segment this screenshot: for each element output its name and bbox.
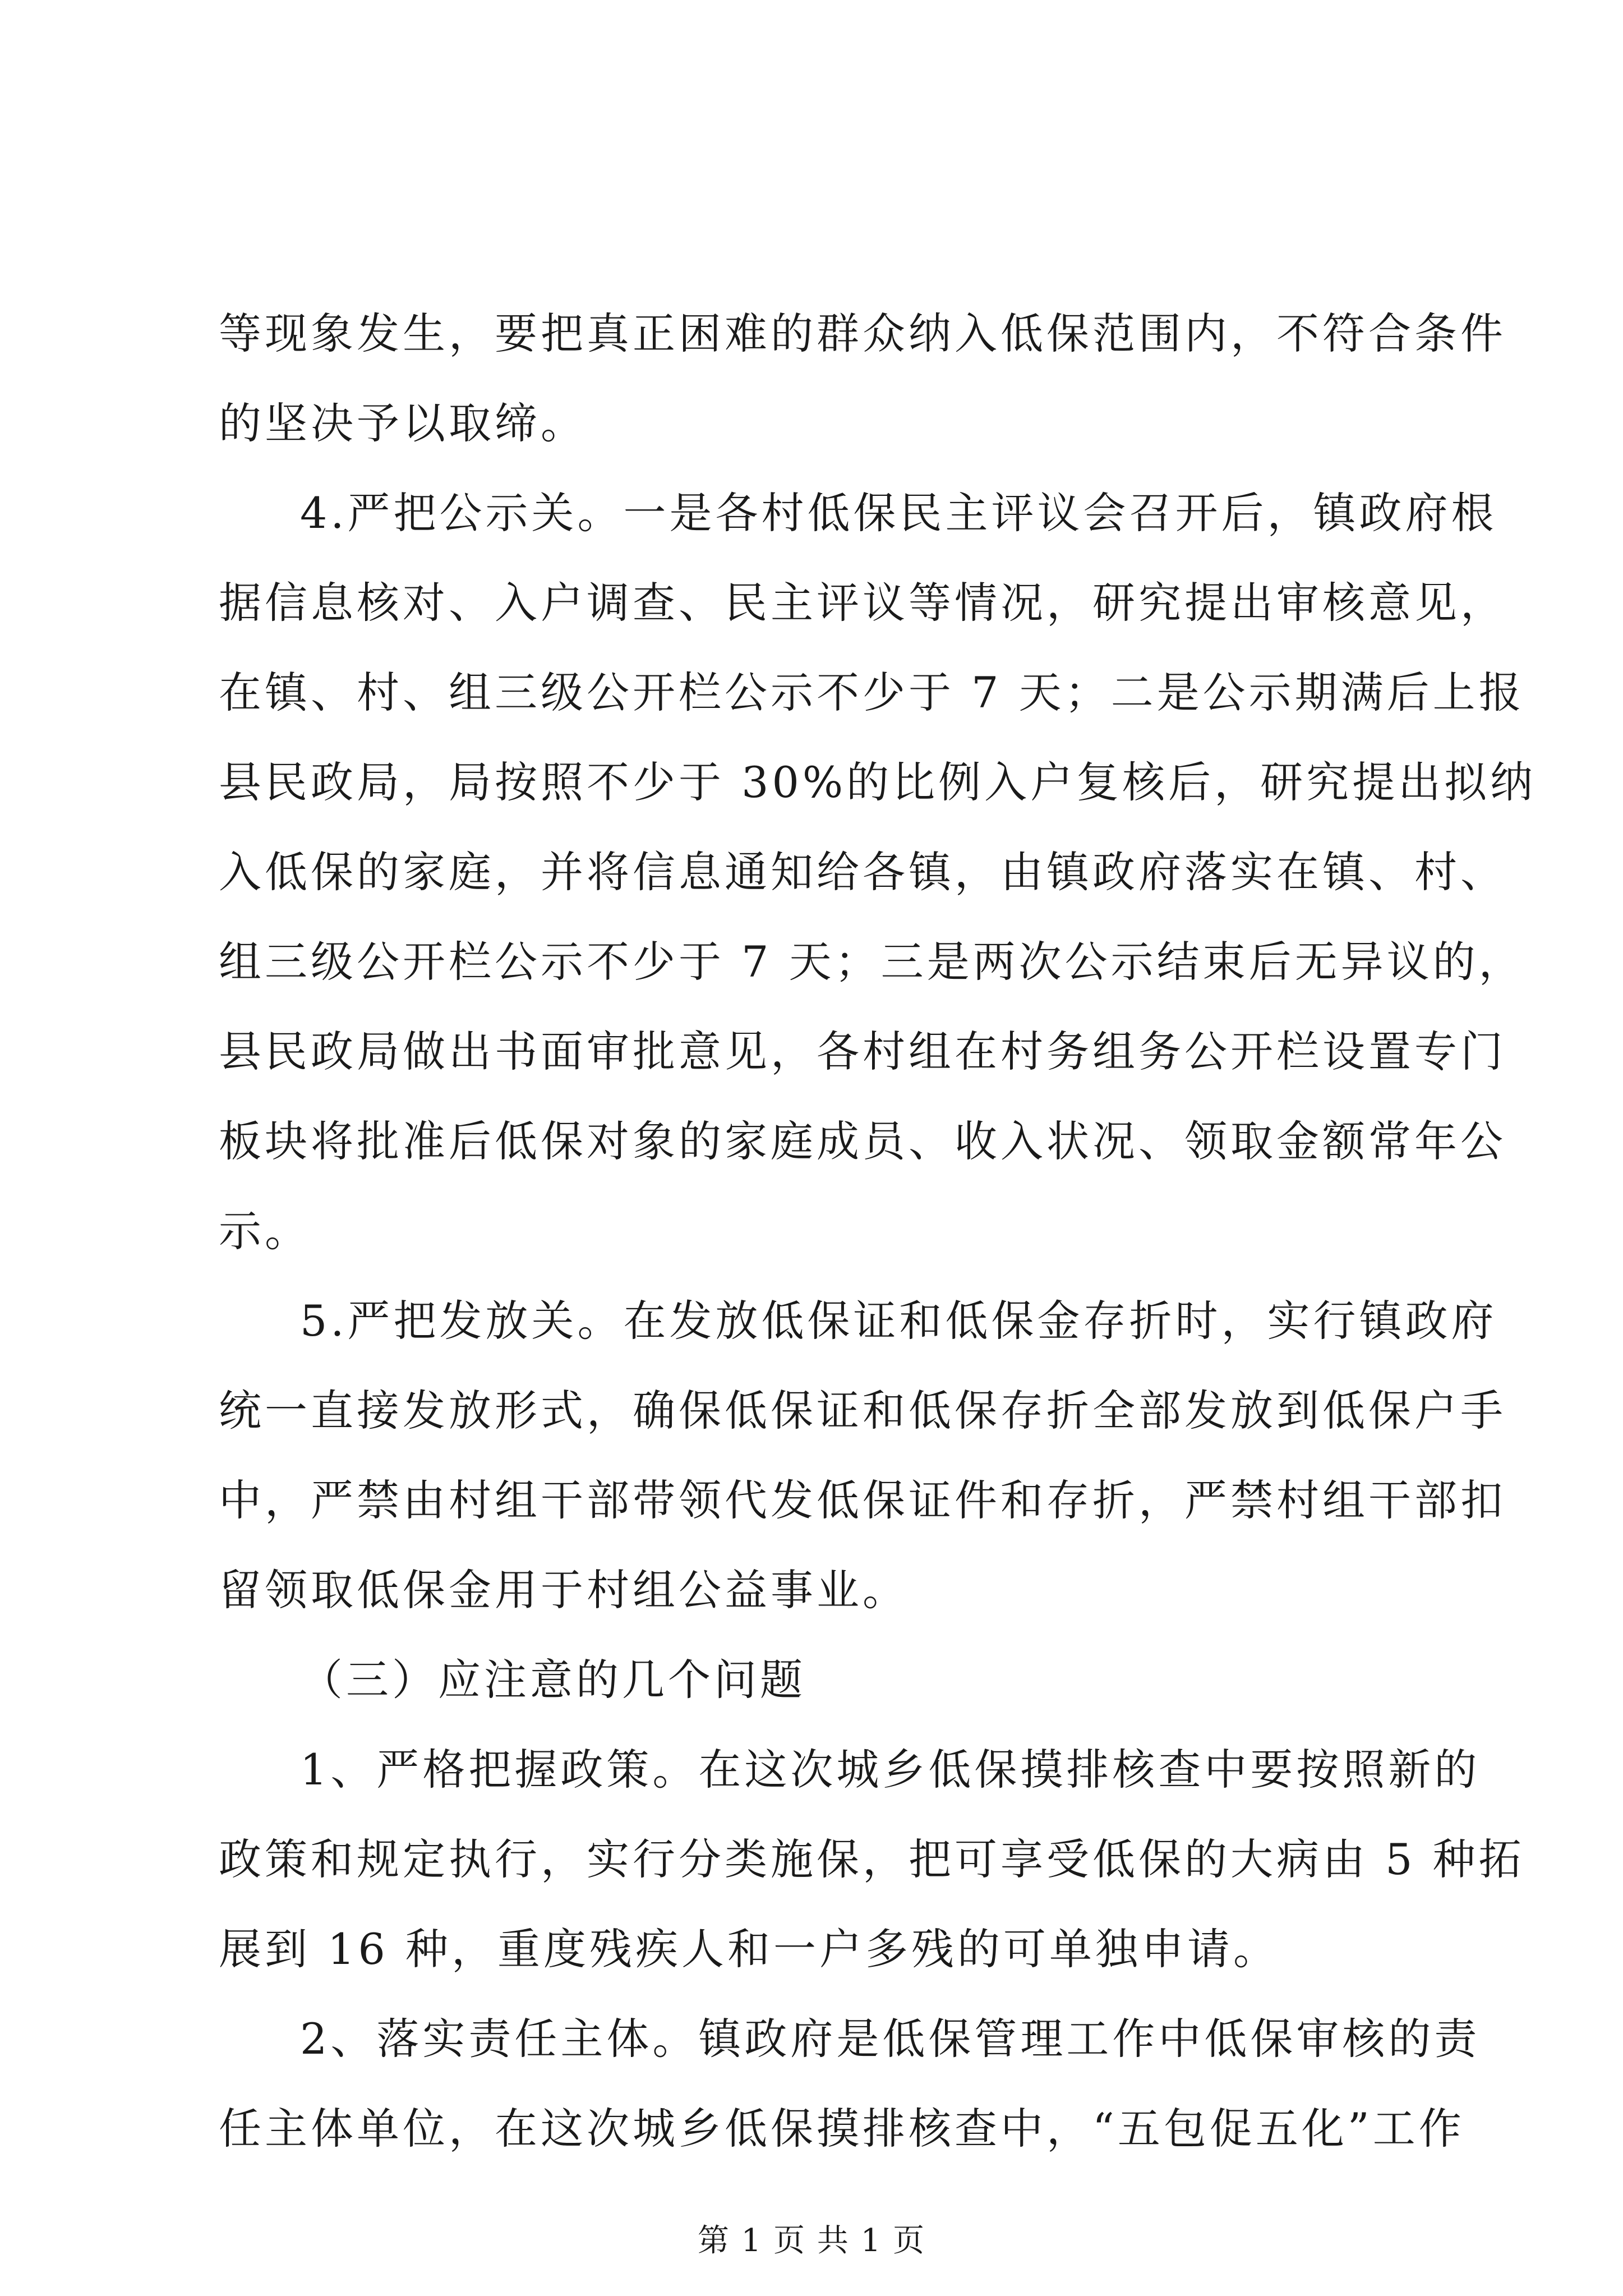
text-line: 任主体单位，在这次城乡低保摸排核查中，“五包促五化”工作	[219, 2104, 1465, 2154]
text-line: 板块将批准后低保对象的家庭成员、收入状况、领取金额常年公	[219, 1116, 1506, 1166]
text-line: 据信息核对、入户调查、民主评议等情况，研究提出审核意见，	[219, 578, 1506, 628]
page-footer: 第 1 页 共 1 页	[697, 2223, 926, 2259]
text-line: 1、严格把握政策。在这次城乡低保摸排核查中要按照新的	[300, 1745, 1481, 1795]
text-line: 的坚决予以取缔。	[219, 398, 587, 448]
text-line: 政策和规定执行，实行分类施保，把可享受低保的大病由 5 种拓	[219, 1834, 1525, 1884]
text-line: 中，严禁由村组干部带领代发低保证件和存折，严禁村组干部扣	[219, 1475, 1506, 1525]
text-line: 在镇、村、组三级公开栏公示不少于 7 天；二是公示期满后上报	[219, 668, 1525, 717]
text-line: 5.严把发放关。在发放低保证和低保金存折时，实行镇政府	[300, 1296, 1497, 1346]
section-heading: （三）应注意的几个问题	[300, 1655, 806, 1705]
text-line: 组三级公开栏公示不少于 7 天；三是两次公示结束后无异议的，	[219, 937, 1525, 987]
text-line: 2、落实责任主体。镇政府是低保管理工作中低保审核的责	[300, 2014, 1481, 2064]
text-line: 入低保的家庭，并将信息通知给各镇，由镇政府落实在镇、村、	[219, 847, 1506, 897]
text-line: 留领取低保金用于村组公益事业。	[219, 1565, 909, 1615]
text-line: 展到 16 种，重度残疾人和一户多残的可单独申请。	[219, 1924, 1280, 1974]
text-line: 示。	[219, 1206, 311, 1256]
text-line: 4.严把公示关。一是各村低保民主评议会召开后，镇政府根	[300, 488, 1497, 538]
text-line: 等现象发生，要把真正困难的群众纳入低保范围内，不符合条件	[219, 309, 1506, 358]
text-line: 县民政局做出书面审批意见，各村组在村务组务公开栏设置专门	[219, 1027, 1506, 1076]
text-line: 县民政局，局按照不少于 30%的比例入户复核后，研究提出拟纳	[219, 757, 1537, 807]
text-line: 统一直接发放形式，确保低保证和低保存折全部发放到低保户手	[219, 1386, 1506, 1435]
